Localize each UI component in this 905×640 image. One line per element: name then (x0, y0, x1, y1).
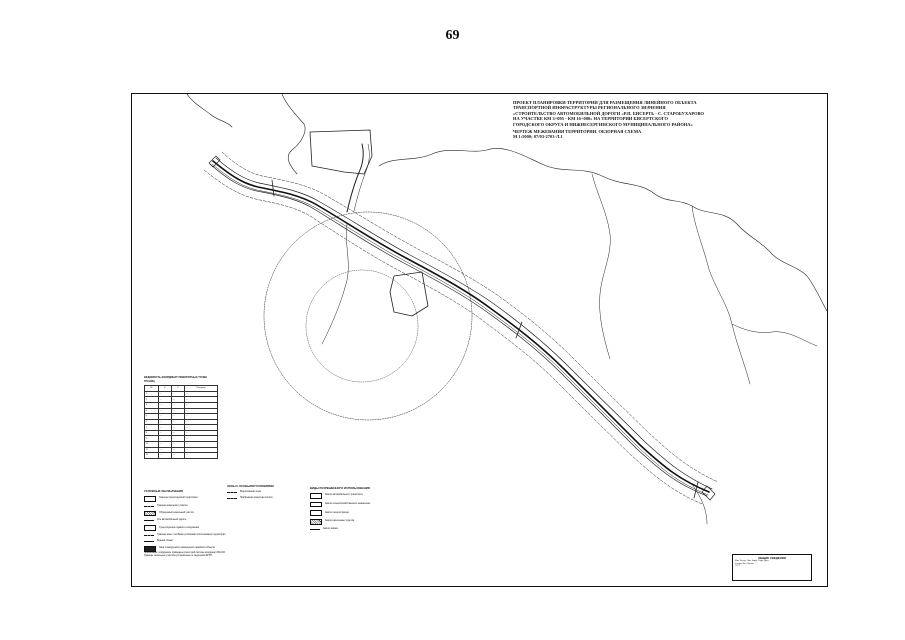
legend-label: Земли сельскохозяйственного назначения (325, 503, 371, 506)
legend-title: ВИДЫ РАЗРЕШЕННОГО ИСПОЛЬЗОВАНИЯ (310, 486, 370, 490)
legend-symbol (144, 541, 154, 542)
legend-label: Образуемый земельный участок (159, 512, 194, 515)
crossing-2 (516, 322, 522, 338)
legend-item (310, 519, 405, 525)
river-network-east (379, 148, 828, 314)
table-cell: — (158, 414, 171, 420)
table-cell: — (171, 402, 184, 408)
buffer-circle-outer (264, 212, 472, 420)
legend-item (144, 505, 294, 508)
zone-boundary-dashed (204, 170, 702, 504)
legend-label: Прибрежная защитная полоса (240, 496, 273, 499)
legend-symbol (144, 496, 156, 502)
river-west (322, 224, 348, 344)
column-header: Y (171, 386, 184, 392)
table-cell: — (171, 453, 184, 459)
table-row (145, 453, 218, 459)
side-road-edge (354, 144, 369, 211)
column-header: X (158, 386, 171, 392)
legend-item (310, 493, 405, 499)
table-cell: — (171, 441, 184, 447)
legend-label: Граница земельного участка (157, 504, 188, 507)
table-cell: 4 (145, 408, 159, 414)
table-cell: 8 (145, 430, 159, 436)
table-cell: 1 (145, 391, 159, 397)
zone-boundary-dashed-2 (222, 152, 718, 482)
legend-item (310, 502, 405, 508)
table-cell: — (158, 441, 171, 447)
crossing-3 (694, 482, 698, 498)
road-end-east (702, 486, 715, 500)
legend-item (144, 525, 294, 531)
table-cell: 10 (145, 441, 159, 447)
stamp-line: Стадия Лист Листов (735, 562, 754, 565)
legend-label: Граница зоны с особыми условиями использования территории (157, 534, 226, 537)
table-cell: — (171, 391, 184, 397)
table-cell: — (158, 397, 171, 403)
river-branch-1 (592, 174, 610, 359)
legend-label: Зона планируемого размещения линейного объекта (159, 547, 215, 550)
road-axis (213, 161, 709, 492)
table-cell: — (184, 419, 217, 425)
table-cell: 9 (145, 436, 159, 442)
legend-symbol (144, 535, 154, 536)
legend-item (144, 519, 294, 522)
table-cell: — (158, 425, 171, 431)
legend-symbol (310, 502, 322, 508)
table-cell: — (171, 425, 184, 431)
legend-item (227, 491, 307, 494)
map-sheet (131, 93, 828, 587)
legend-label: Земли автомобильного транспорта (325, 494, 363, 497)
legend-land-use (310, 486, 405, 534)
table-cell: — (184, 441, 217, 447)
table-cell: — (158, 430, 171, 436)
legend-item (227, 497, 307, 500)
legend-label: Существующие здания и сооружения (159, 526, 200, 529)
legend-item (144, 511, 294, 517)
table-cell: — (184, 436, 217, 442)
table-cell: — (184, 397, 217, 403)
legend-symbol (144, 520, 154, 521)
legend-zones (227, 484, 307, 503)
coordinate-table-title: ВЕДОМОСТЬ КООРДИНАТ ПОВОРОТНЫХ ТОЧЕК ГРАНИЦ (144, 376, 207, 383)
legend-label: Граница проектируемой территории (159, 497, 198, 500)
table-cell: 5 (145, 414, 159, 420)
column-header: Площадь (184, 386, 217, 392)
page-number: 69 (445, 28, 460, 43)
title-line: ПРОЕКТ ПЛАНИРОВКИ ТЕРРИТОРИИ ДЛЯ РАЗМЕЩЕНИЯ ЛИНЕЙНОГО ОБЪЕКТА (513, 100, 697, 105)
site-polygon (390, 272, 428, 316)
legend-symbol (310, 529, 320, 530)
legend-label: Земли населенных пунктов (325, 520, 355, 523)
table-cell: — (184, 430, 217, 436)
table-cell: 12 (145, 453, 159, 459)
legend-item (144, 534, 294, 537)
stamp-line: П 1 1 (735, 565, 740, 568)
table-cell: — (158, 402, 171, 408)
table-cell: — (184, 425, 217, 431)
river-branch-2 (692, 206, 750, 384)
legend-title: УСЛОВНЫЕ ОБОЗНАЧЕНИЯ (144, 489, 184, 493)
legend-label: Земли запаса (323, 527, 338, 530)
notes (144, 552, 294, 558)
legend-item (310, 510, 405, 516)
road-corridor-outer-right (216, 158, 712, 489)
title-line: НА УЧАСТКЕ КМ 3+095 - КМ 16+000» НА ТЕРРИТОРИИ БИСЕРТСКОГО (513, 116, 668, 122)
table-cell: — (184, 414, 217, 420)
river-line-north-2 (282, 94, 305, 174)
river-line-north (187, 94, 232, 127)
legend-symbol (144, 506, 154, 507)
column-header: № (145, 386, 159, 392)
legend-symbol (310, 519, 322, 525)
legend-symbol (144, 511, 156, 517)
table-cell: — (171, 408, 184, 414)
stamp-line: Изм. Кол.уч. Лист №док. Подп. Дата (735, 560, 769, 562)
side-road (347, 144, 363, 212)
legend-label: Водный объект (157, 540, 174, 543)
title-stamp (732, 554, 812, 581)
table-cell: — (171, 414, 184, 420)
table-cell: — (158, 447, 171, 453)
title-line: ГОРОДСКОГО ОКРУГА И НИЖНЕСЕРГИНСКОГО МУНИЦИПАЛЬНОГО РАЙОНА» (513, 121, 693, 127)
note-line: Примечание: координаты приведены в местной системе координат МСК-66. (144, 552, 226, 554)
drawing-subtitle: ЧЕРТЕЖ МЕЖЕВАНИЯ ТЕРРИТОРИИ. ОБЗОРНАЯ СХЕМА (513, 129, 642, 135)
table-cell: — (158, 436, 171, 442)
river-branch-3 (732, 324, 817, 346)
table-cell: — (171, 430, 184, 436)
table-cell: — (184, 447, 217, 453)
coordinate-table (144, 376, 218, 459)
legend-title: ЗОНЫ С ОСОБЫМИ УСЛОВИЯМИ (227, 484, 274, 488)
table-cell: — (171, 397, 184, 403)
crossing-1 (272, 180, 274, 196)
note-line: Границы земельных участков установлены по сведениям ЕГРН. (144, 554, 213, 557)
legend-item (310, 528, 405, 531)
table-cell: 7 (145, 425, 159, 431)
legend-symbol (144, 546, 156, 552)
legend-symbol (310, 510, 322, 516)
drawing-code: М 1:5000; 07/03-2703-Л.1 (513, 134, 563, 140)
legend-symbol (310, 493, 322, 499)
table-cell: — (171, 447, 184, 453)
table-cell: — (158, 408, 171, 414)
table-cell: — (158, 453, 171, 459)
title-line: ТРАНСПОРТНОЙ ИНФРАСТРУКТУРЫ РЕГИОНАЛЬНОГО ЗНАЧЕНИЯ (513, 105, 666, 111)
table-cell: — (184, 453, 217, 459)
buffer-circle-inner (306, 270, 418, 382)
road-corridor-outer-left (210, 164, 707, 496)
legend-item (144, 546, 294, 552)
legend-label: Водоохранная зона (240, 491, 261, 493)
table-cell: — (184, 391, 217, 397)
table-cell: 11 (145, 447, 159, 453)
legend-symbol (227, 492, 237, 493)
title-line: «СТРОИТЕЛЬСТВО АВТОМОБИЛЬНОЙ ДОРОГИ «Р.П. БИСЕРТЬ - С. СТАРОБУХАРОВО (513, 110, 705, 116)
legend-item (144, 540, 294, 543)
table-cell: — (171, 436, 184, 442)
table-cell: 2 (145, 397, 159, 403)
table-cell: — (158, 419, 171, 425)
legend-label: Ось автомобильной дороги (157, 519, 187, 522)
table-cell: — (184, 402, 217, 408)
legend-symbol (144, 525, 156, 531)
stamp-title: ОБЩИЕ СВЕДЕНИЯ (758, 556, 786, 560)
legend-label: Земли лесного фонда (325, 511, 349, 514)
table-cell: 6 (145, 419, 159, 425)
table-cell: — (171, 419, 184, 425)
legend-symbol (227, 498, 237, 499)
coordinate-table-grid (144, 385, 218, 459)
table-cell: — (158, 391, 171, 397)
title-block (513, 100, 763, 140)
table-cell: 3 (145, 402, 159, 408)
table-cell: — (184, 408, 217, 414)
